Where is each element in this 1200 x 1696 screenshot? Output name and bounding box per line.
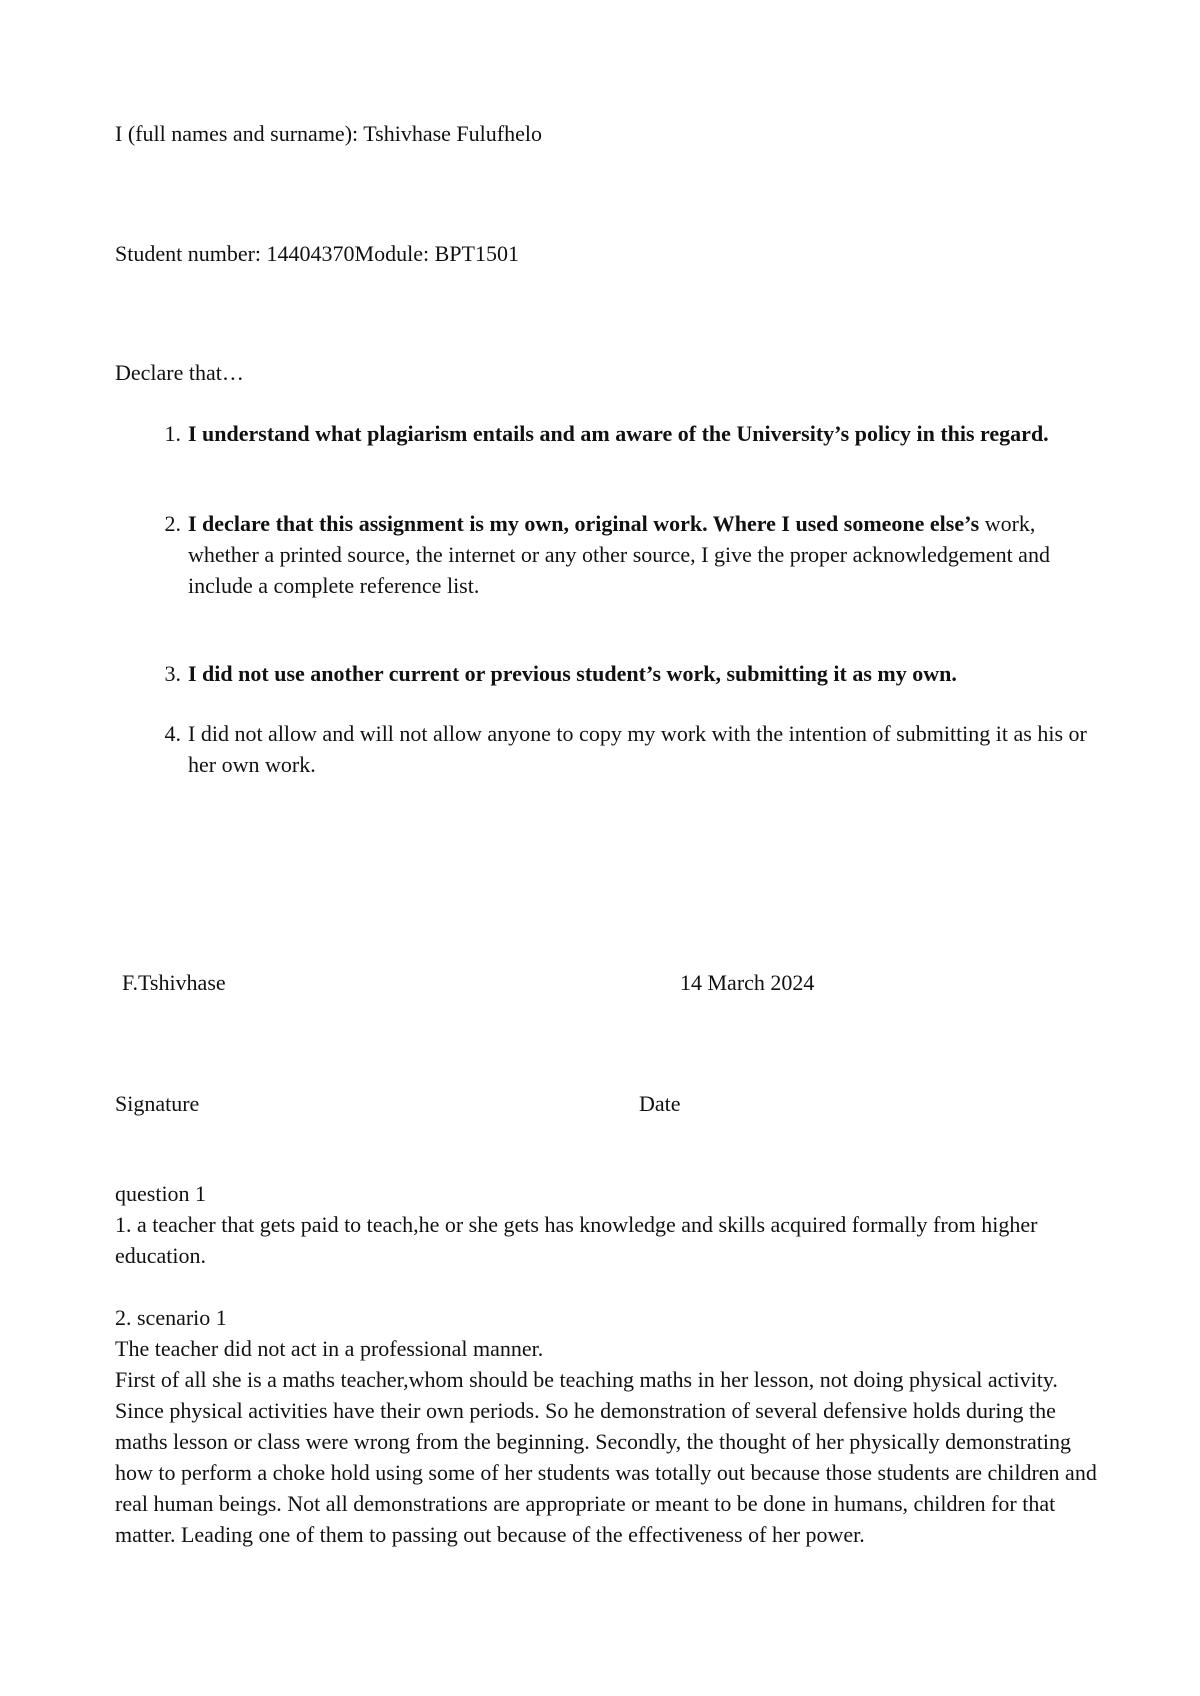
declaration-text: I did not use another current or previous student’s work, submitting it as my own.	[188, 661, 957, 686]
declaration-text: I understand what plagiarism entails and am aware of the University’s policy in this regard.	[188, 421, 1049, 446]
declaration-text-normal: work, whether a printed source, the internet or any other source, I give the proper acknowledgement and include a complete reference list.	[188, 511, 1050, 598]
declare-intro: Declare that…	[115, 360, 244, 385]
answer-item-2-body: First of all she is a maths teacher,whom should be teaching maths in her lesson, not doing physical activity. Since physical activities have their own periods. So he demonstration of several defensive holds during the maths lesson or class were wrong from the beginning. Secondly, the thought of her physically demonstrating how to perform a choke hold using some of her students was totally out because those students are children and real human beings. Not all demonstrations are appropriate or meant to be done in humans, children for that matter. Leading one of them to passing out because of the effectiveness of her power.	[115, 1367, 1097, 1547]
answers-section	[115, 1178, 1105, 1550]
student-module-line: Student number: 14404370Module: BPT1501	[115, 241, 519, 266]
declaration-text: I did not allow and will not allow anyone to copy my work with the intention of submitting it as his or her own work.	[188, 721, 1087, 777]
answer-item-2-line: The teacher did not act in a professional manner.	[115, 1336, 544, 1361]
signature-value: F.Tshivhase	[122, 970, 226, 995]
question-heading: question 1	[115, 1181, 207, 1206]
signature-label: Signature	[115, 1091, 200, 1116]
date-label: Date	[639, 1091, 681, 1116]
answer-item-2-heading: 2. scenario 1	[115, 1305, 227, 1330]
declaration-text	[188, 508, 1108, 601]
declaration-number: 2.	[164, 511, 181, 536]
name-line: I (full names and surname): Tshivhase Fulufhelo	[115, 121, 542, 146]
declaration-text-bold: I declare that this assignment is my own, original work. Where I used someone else’s	[188, 511, 980, 536]
date-value: 14 March 2024	[680, 970, 815, 995]
paragraph-gap	[115, 1271, 1105, 1302]
declaration-number: 4.	[164, 721, 181, 746]
declaration-number: 1.	[164, 421, 181, 446]
answer-item-1: 1. a teacher that gets paid to teach,he or she gets has knowledge and skills acquired formally from higher education.	[115, 1212, 1038, 1268]
declaration-number: 3.	[164, 661, 181, 686]
